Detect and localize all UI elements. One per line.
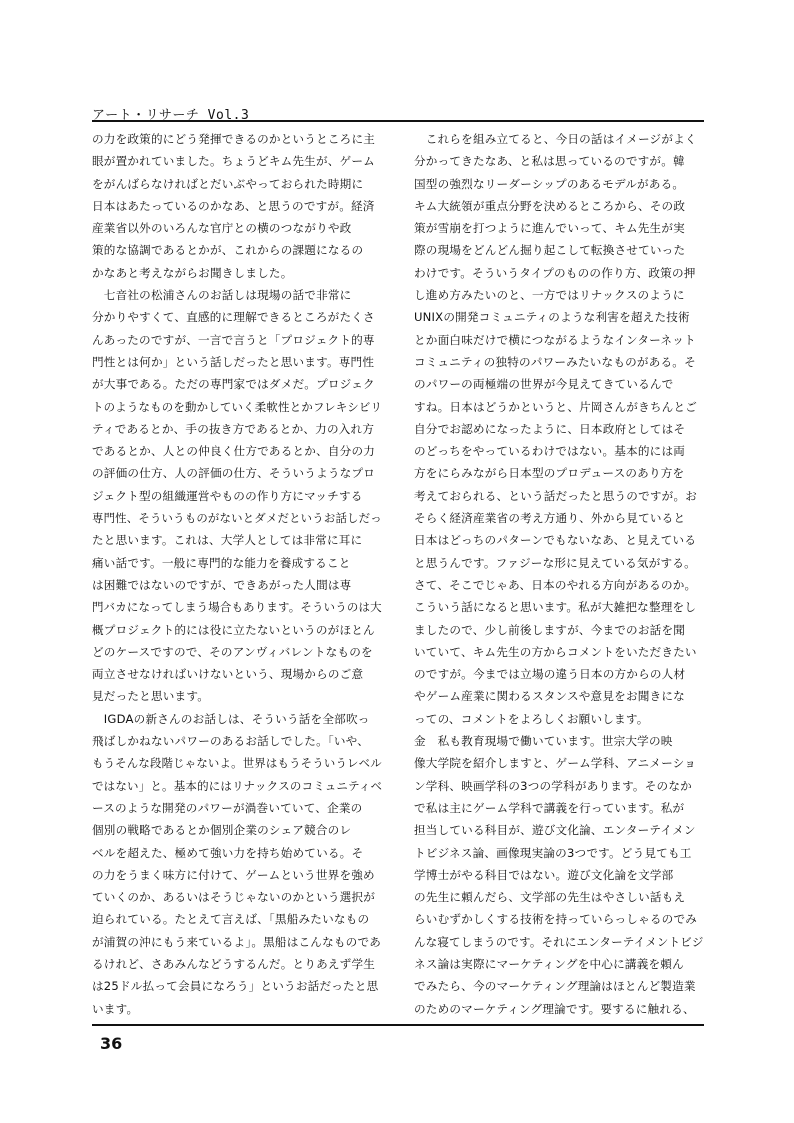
text-line: さて、そこでじゃあ、日本のやれる方向があるのか。 xyxy=(414,577,697,592)
text-line: は困難ではないのですが、できあがった人間は専 xyxy=(92,577,352,592)
text-line: るけれど、さあみんなどうするんだ。とりあえず学生 xyxy=(92,956,376,971)
text-line: 際の現場をどんどん掘り起こして転換させていった xyxy=(414,243,686,258)
text-line: わけです。そういうタイプのものの作り方、政策の押 xyxy=(414,265,696,280)
text-line: コミュニティの独特のパワーみたいなものがある。そ xyxy=(414,354,696,369)
text-line: すね。日本はどうかというと、片岡さんがきちんとご xyxy=(414,399,698,414)
text-line: は25ドル払って会員になろう」というお話だったと思 xyxy=(92,979,379,994)
text-line: んあったのですが、一言で言うと「プロジェクト的専 xyxy=(92,332,375,347)
text-line: 分かりやすくて、直感的に理解できるところがたくさ xyxy=(92,310,375,325)
text-line: 痛い話です。一般に専門的な能力を養成すること xyxy=(92,555,351,570)
text-line: 考えておられる、という話だったと思うのですが。お xyxy=(414,488,698,503)
text-line: 自分でお認めになったように、日本政府としてはそ xyxy=(414,421,686,436)
text-line: 日本はどっちのパターンでもないなあ、と見えている xyxy=(414,533,697,548)
text-line: いていて、キム先生の方からコメントをいただきたい xyxy=(414,644,697,659)
left-text-column xyxy=(92,128,382,1020)
text-line: 個別の戦略であるとか個別企業のシェア競合のレ xyxy=(92,823,352,838)
text-line: 像大学院を紹介しますと、ゲーム学科、アニメーショ xyxy=(414,756,697,771)
text-line: 門バカになってしまう場合もあります。そういうのは大 xyxy=(92,600,382,615)
text-line: でみたら、今のマーケティング理論はほとんど製造業 xyxy=(414,979,696,994)
text-line: 概プロジェクト的には役に立たないというのがほとん xyxy=(92,622,375,637)
text-line: 担当している科目が、遊び文化論、エンターテイメン xyxy=(414,823,696,838)
text-line: の先生に頼んだら、文学部の先生はやさしい話もえ xyxy=(414,890,686,905)
text-line: ースのような開発のパワーが渦巻いていて、企業の xyxy=(92,800,363,815)
text-line: のどっちをやっているわけではない。基本的には両 xyxy=(414,444,686,459)
text-line: をがんばらなければとだいぶやっておられた時期に xyxy=(92,176,364,191)
text-line: ベルを超えた、極めて強い力を持ち始めている。そ xyxy=(92,845,364,860)
text-line: 国型の強烈なリーダーシップのあるモデルがある。 xyxy=(414,176,685,191)
text-line: かなあと考えながらお聞きしました。 xyxy=(92,265,293,280)
text-line: のですが。今までは立場の違う日本の方からの人材 xyxy=(414,667,686,682)
text-line: が浦賀の沖にもう来ているよ」。黒船はこんなものであ xyxy=(92,934,382,949)
text-line: キム大統領が重点分野を決めるところから、その政 xyxy=(414,198,686,213)
text-line: とか面白味だけで横につながるようなインターネット xyxy=(414,332,696,347)
text-line: たと思います。これは、大学人としては非常に耳に xyxy=(92,533,363,548)
text-line: 日本はあたっているのかなあ、と思うのですが。経済 xyxy=(92,198,375,213)
text-line: 眼が置かれていました。ちょうどキム先生が、ゲーム xyxy=(92,154,375,169)
text-line: ネス論は実際にマーケティングを中心に講義を頼ん xyxy=(414,956,684,971)
text-line: UNIXの開発コミュニティのような利害を超えた技術 xyxy=(414,310,690,325)
text-line: トビジネス論、画像現実論の3つです。どう見ても工 xyxy=(414,845,692,860)
text-line: のためのマーケティング理論です。要するに触れる、 xyxy=(414,1001,695,1016)
text-line: 学博士がやる科目ではない。遊び文化論を文学部 xyxy=(414,867,674,882)
right-text-column xyxy=(414,128,704,1020)
text-line: 策が雪崩を打つように進んでいって、キム先生が実 xyxy=(414,221,685,236)
text-line: もうそんな段階じゃないよ。世界はもうそういうレベル xyxy=(92,756,382,771)
text-line: トのようなものを動かしていく柔軟性とかフレキシビリ xyxy=(92,399,383,414)
text-line: が大事である。ただの専門家ではダメだ。プロジェク xyxy=(92,377,375,392)
text-line: います。 xyxy=(92,1001,139,1016)
text-line: 見だったと思います。 xyxy=(92,689,210,704)
text-line: らいむずかしくする技術を持っていらっしゃるのでみ xyxy=(414,912,698,927)
text-line: の力を政策的にどう発揮できるのかというところに主 xyxy=(92,132,376,146)
text-line: やゲーム産業に関わるスタンスや意見をお聞きにな xyxy=(414,689,685,704)
text-line: の評価の仕方、人の評価の仕方、そういうようなプロ xyxy=(92,466,376,481)
text-line: であるとか、人との仲良く仕方であるとか、自分の力 xyxy=(92,444,376,459)
text-line: 門性とは何か」という話しだったと思います。専門性 xyxy=(92,354,375,369)
text-line: こういう話になると思います。私が大雑把な整理をし xyxy=(414,600,697,615)
page-number: 36 xyxy=(100,1034,123,1053)
text-line: 金 私も教育現場で働いています。世宗大学の映 xyxy=(414,734,673,749)
text-line: 両立させなければいけないという、現場からのご意 xyxy=(92,667,364,682)
text-line: 分かってきたなあ、と私は思っているのですが。韓 xyxy=(414,154,685,169)
text-line: これらを組み立てると、今日の話はイメージがよく xyxy=(414,132,697,146)
header-rule xyxy=(92,120,704,122)
text-line: 方をにらみながら日本型のプロデュースのあり方を xyxy=(414,466,685,481)
text-line: んな寝てしまうのです。それにエンターテイメントビジ xyxy=(414,934,704,949)
text-line: の力をうまく味方に付けて、ゲームという世界を強め xyxy=(92,867,375,882)
text-line: っての、コメントをよろしくお願いします。 xyxy=(414,711,649,726)
footer-rule xyxy=(92,1024,704,1026)
text-line: のパワーの両極端の世界が今見えてきているんで xyxy=(414,377,674,392)
text-line: ン学科、映画学科の3つの学科があります。そのなか xyxy=(414,778,692,793)
text-line: ジェクト型の組織運営やものの作り方にマッチする xyxy=(92,488,363,503)
text-line: 七音社の松浦さんのお話しは現場の話で非常に xyxy=(92,288,352,303)
text-line: し進め方みたいのと、一方ではリナックスのように xyxy=(414,288,685,303)
text-line: どのケースですので、そのアンヴィバレントなものを xyxy=(92,644,373,659)
text-line: 産業省以外のいろんな官庁との横のつながりや政 xyxy=(92,221,352,236)
text-line: と思うんです。ファジーな形に見えている気がする。 xyxy=(414,555,696,570)
text-line: そらく経済産業省の考え方通り、外から見ていると xyxy=(414,511,686,526)
text-line: 迫られている。たとえて言えば、「黒船みたいなもの xyxy=(92,912,370,927)
text-line: IGDAの新さんのお話しは、そういう話を全部吹っ xyxy=(92,711,370,726)
text-line: で私は主にゲーム学科で講義を行っています。私が xyxy=(414,800,685,815)
text-line: ではない」と。基本的にはリナックスのコミュニティベ xyxy=(92,778,383,793)
text-line: 飛ばしかねないパワーのあるお話しでした。「いや、 xyxy=(92,734,370,749)
text-line: ていくのか、あるいはそうじゃないのかという選択が xyxy=(92,890,376,905)
running-header-title: アート・リサーチ Vol.3 xyxy=(92,108,250,123)
text-line: ティであるとか、手の抜き方であるとか、力の入れ方 xyxy=(92,421,375,436)
text-line: ましたので、少し前後しますが、今までのお話を聞 xyxy=(414,622,686,637)
text-line: 専門性、そういうものがないとダメだというお話しだっ xyxy=(92,511,382,526)
text-line: 策的な協調であるとかが、これからの課題になるの xyxy=(92,243,364,258)
